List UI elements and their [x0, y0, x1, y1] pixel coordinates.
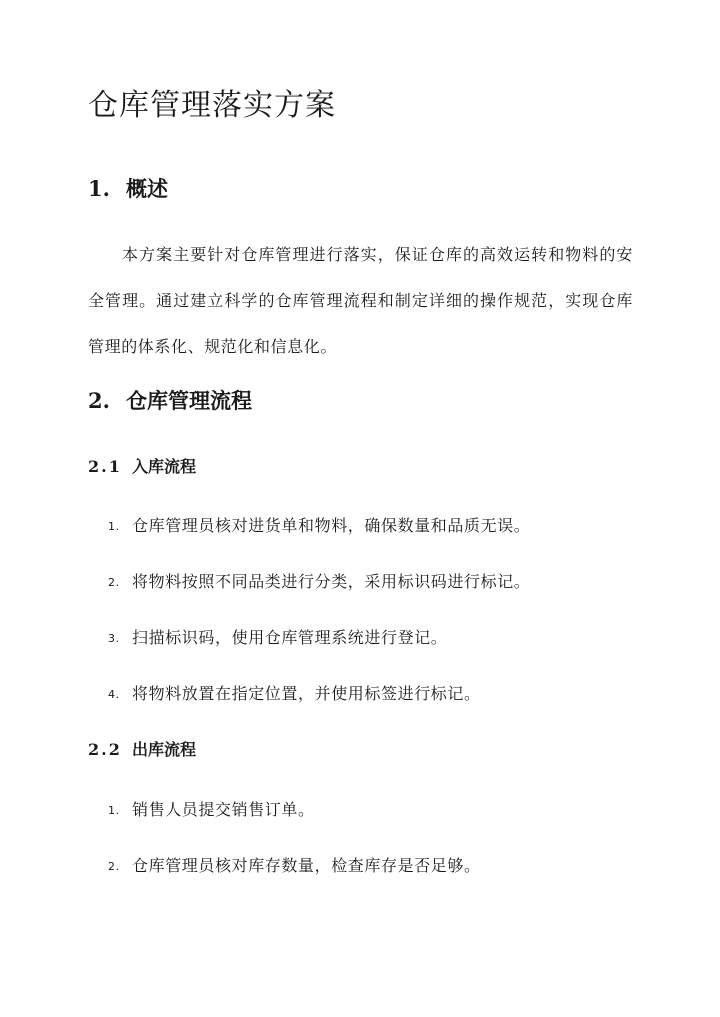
list-marker: 4.: [108, 688, 120, 701]
list-item: [108, 626, 447, 651]
list-marker: 3.: [108, 632, 120, 645]
subsection-heading-inbound: [88, 455, 196, 479]
section-number: 1.: [88, 176, 110, 201]
section-number: 2.: [88, 388, 110, 413]
list-item: [108, 682, 481, 707]
overview-paragraph: 本方案主要针对仓库管理进行落实，保证仓库的高效运转和物料的安全管理。通过建立科学的仓库管理流程和制定详细的操作规范，实现仓库管理的体系化、规范化和信息化。: [88, 245, 633, 356]
subsection-heading-outbound: [88, 738, 196, 762]
document-title: 仓库管理落实方案: [88, 88, 336, 123]
subsection-title: 入库流程: [132, 457, 197, 476]
list-item: [108, 854, 481, 879]
section-title: 概述: [126, 176, 168, 201]
list-item: [108, 514, 530, 539]
list-item-text: 将物料放置在指定位置，并使用标签进行标记。: [132, 684, 481, 703]
list-item-text: 仓库管理员核对库存数量，检查库存是否足够。: [132, 856, 481, 875]
list-marker: 1.: [108, 804, 120, 817]
section-title: 仓库管理流程: [126, 388, 252, 413]
list-item: [108, 798, 315, 823]
list-item-text: 扫描标识码，使用仓库管理系统进行登记。: [132, 628, 448, 647]
subsection-number: 2.2: [88, 740, 122, 759]
subsection-title: 出库流程: [132, 740, 197, 759]
list-item-text: 将物料按照不同品类进行分类，采用标识码进行标记。: [132, 572, 531, 591]
section-heading-process: [88, 386, 252, 416]
list-item-text: 销售人员提交销售订单。: [132, 800, 315, 819]
list-marker: 1.: [108, 520, 120, 533]
list-item: [108, 570, 530, 595]
subsection-number: 2.1: [88, 457, 122, 476]
list-marker: 2.: [108, 860, 120, 873]
list-item-text: 仓库管理员核对进货单和物料，确保数量和品质无误。: [132, 516, 531, 535]
section-heading-overview: [88, 174, 168, 204]
list-marker: 2.: [108, 576, 120, 589]
